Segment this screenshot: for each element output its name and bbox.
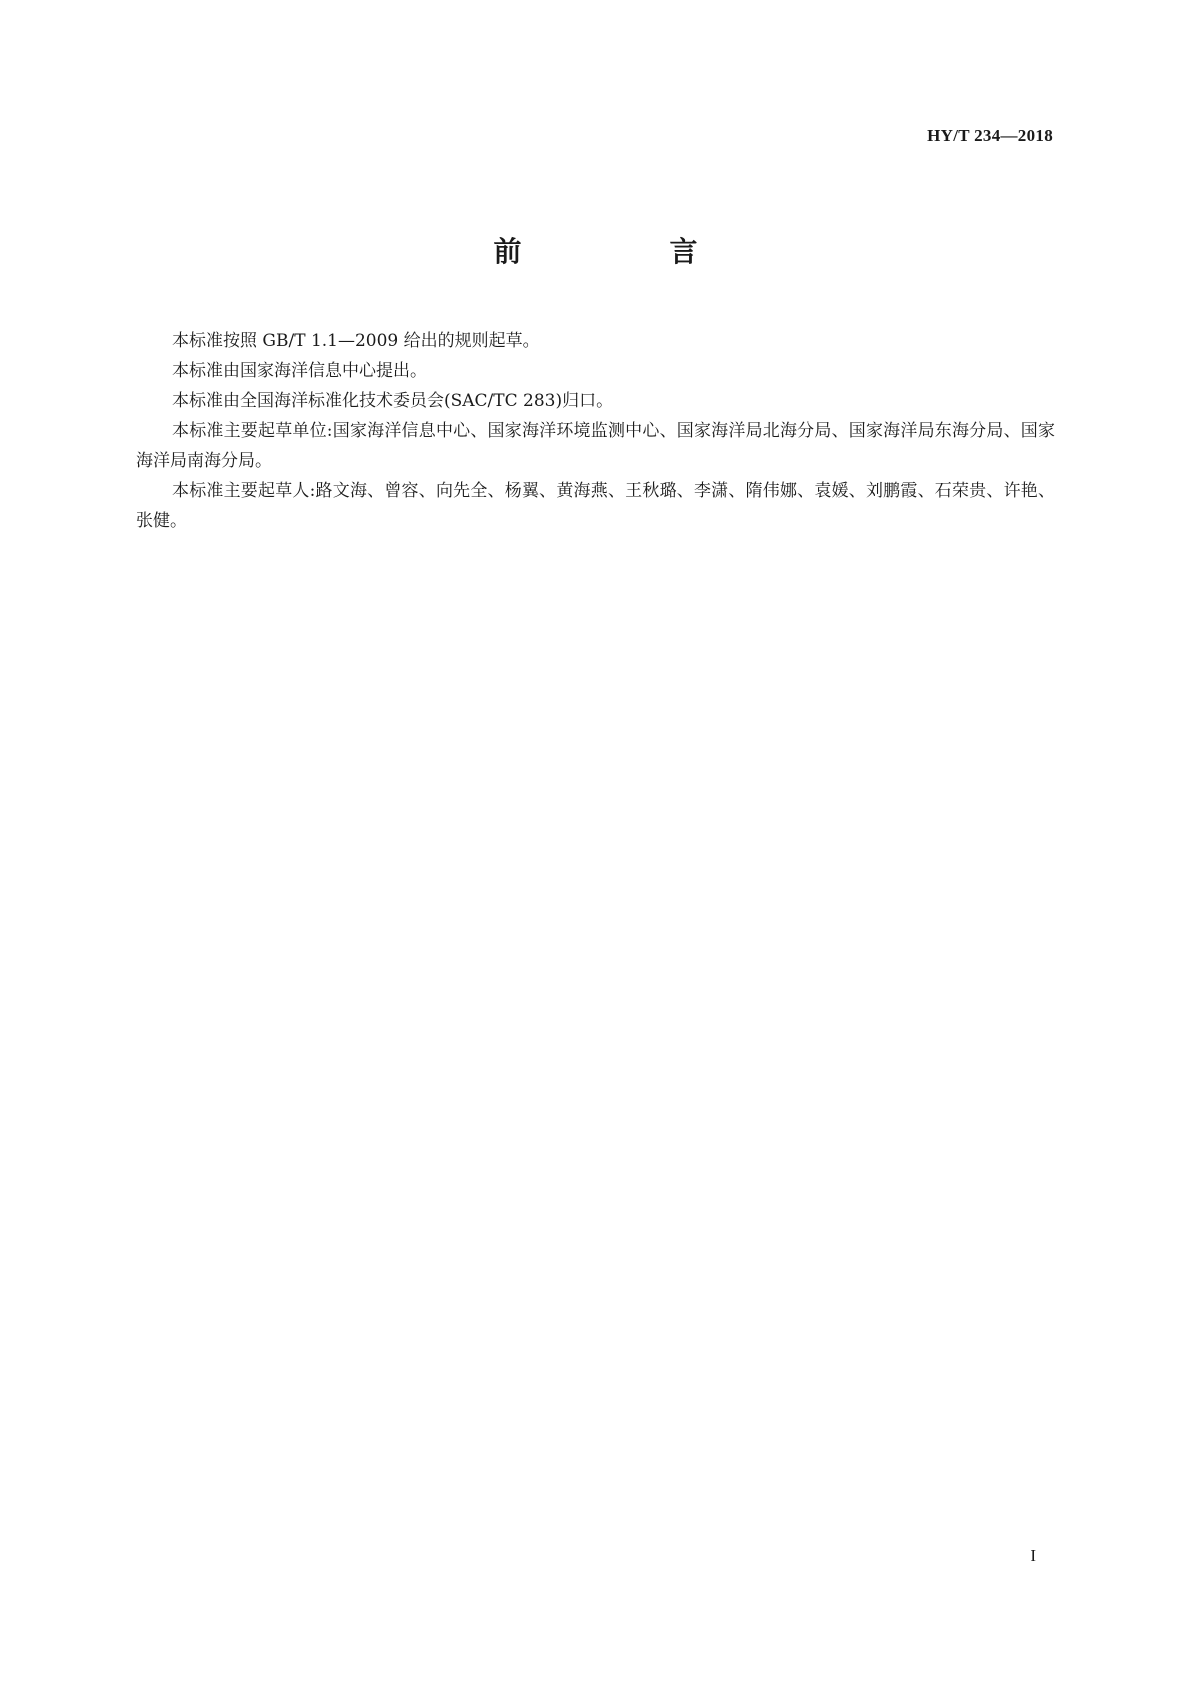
paragraph-centralized-unit: 本标准由全国海洋标准化技术委员会(SAC/TC 283)归口。 bbox=[172, 391, 614, 411]
standard-code: HY/T 234—2018 bbox=[927, 126, 1053, 145]
foreword-body bbox=[136, 326, 1055, 536]
paragraph-drafting-rules: 本标准按照 GB/T 1.1—2009 给出的规则起草。 bbox=[172, 331, 540, 351]
paragraph-drafters: 本标准主要起草人:路文海、曾容、向先全、杨翼、黄海燕、王秋璐、李潇、隋伟娜、袁媛、刘鹏霞、石荣贵、许艳、张健。 bbox=[136, 481, 1055, 531]
paragraph-proposer: 本标准由国家海洋信息中心提出。 bbox=[172, 361, 427, 381]
page-title: 前 言 bbox=[493, 235, 758, 268]
paragraph-drafting-units: 本标准主要起草单位:国家海洋信息中心、国家海洋环境监测中心、国家海洋局北海分局、国家海洋局东海分局、国家海洋局南海分局。 bbox=[136, 421, 1055, 471]
page-number: I bbox=[1030, 1546, 1036, 1565]
